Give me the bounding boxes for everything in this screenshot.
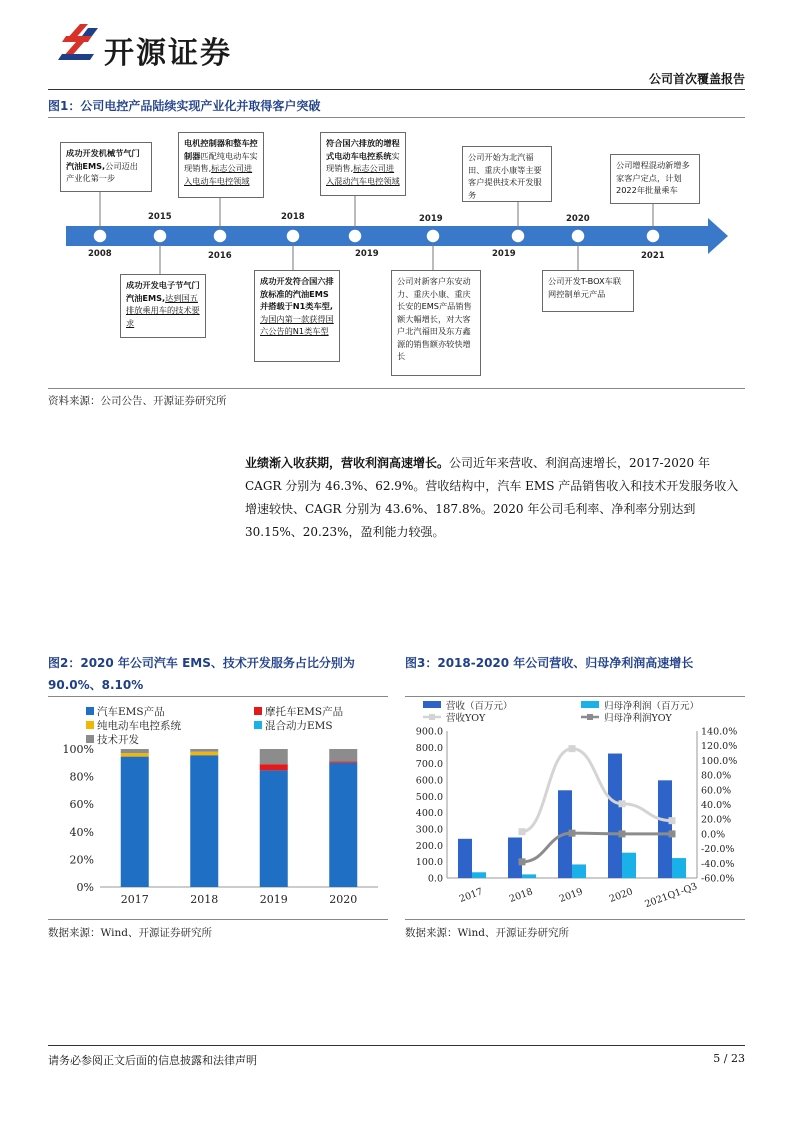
- series-line: [522, 749, 672, 832]
- timeline-node-2008: [93, 229, 107, 243]
- y-tick-label: 20%: [69, 853, 94, 867]
- timeline: [48, 118, 745, 386]
- legend-label: 技术开发: [97, 734, 139, 746]
- x-tick-label: 2018: [507, 886, 535, 905]
- legend-marker: [587, 714, 593, 720]
- box-text: 实现销售,: [326, 150, 400, 173]
- x-tick-label: 2018: [190, 893, 219, 906]
- x-tick-label: 2019: [259, 893, 288, 906]
- bar-segment: [329, 763, 357, 887]
- timeline-node-2019c: [511, 229, 525, 243]
- figure3-bottom-rule: [405, 919, 745, 920]
- x-tick-label: 2017: [457, 886, 485, 905]
- bar-segment: [190, 752, 218, 755]
- legend-label: 纯电动车电控系统: [97, 720, 181, 732]
- legend-swatch: [254, 721, 262, 729]
- y-tick-label: 800.0: [415, 742, 443, 754]
- timeline-node-2020: [571, 229, 585, 243]
- line-point: [569, 745, 576, 752]
- bar: [672, 858, 686, 878]
- timeline-node-2018: [286, 229, 300, 243]
- x-tick-label: 2017: [120, 893, 149, 906]
- y-tick-label: 80%: [69, 770, 94, 784]
- footer-divider: [48, 1045, 745, 1046]
- y2-tick-label: 140.0%: [701, 726, 738, 738]
- x-tick-label: 2020: [607, 886, 635, 905]
- x-tick-label: 2021Q1-Q3: [643, 881, 699, 911]
- legend-swatch: [86, 721, 94, 729]
- y2-tick-label: -20.0%: [701, 844, 735, 856]
- bar-segment: [121, 757, 149, 887]
- legend-swatch: [86, 707, 94, 715]
- line-point: [619, 800, 626, 807]
- y2-tick-label: -60.0%: [701, 873, 735, 885]
- line-point: [519, 828, 526, 835]
- y2-tick-label: -40.0%: [701, 858, 735, 870]
- timeline-box-2018: [254, 270, 340, 362]
- year-label: 2021: [641, 251, 665, 261]
- line-point: [569, 830, 576, 837]
- y-tick-label: 300.0: [415, 824, 443, 836]
- box-bold: 成功开发符合国六排放标准的汽油EMS并搭载于N1类车型,: [260, 276, 334, 311]
- bar: [622, 853, 636, 878]
- box-text: 公司对新客户东安动力、重庆小康、重庆长安的EMS产品销售额大幅增长，对大客户北汽福田及东方鑫源的销售额亦较快增长: [397, 276, 472, 361]
- y2-tick-label: 0.0%: [701, 829, 726, 841]
- paragraph-body: 公司近年来营收、利润高速增长，2017-2020 年 CAGR 分别为 46.3%、62.9%。营收结构中，汽车 EMS 产品销售收入和技术开发服务收入增速较快、CAGR 分别为 43.6%、187.8%。2020 年公司毛利率、净利率分别达到 30.15%、20.23%，盈利能力较强。: [245, 456, 739, 539]
- y-tick-label: 40%: [69, 825, 94, 839]
- page-number: 5 / 23: [713, 1052, 745, 1065]
- box-text: 公司开发T-BOX车联网控制单元产品: [548, 276, 622, 299]
- paragraph-lead: 业绩渐入收获期，营收利润高速增长。: [245, 456, 450, 470]
- legend-label: 归母净利润（百万元）: [604, 701, 700, 712]
- y2-tick-label: 80.0%: [701, 770, 732, 782]
- y2-tick-label: 40.0%: [701, 800, 732, 811]
- figure3-title: 图3：2018-2020 年公司营收、归母净利润高速增长: [405, 656, 694, 670]
- figure2-source: 数据来源：Wind、开源证券研究所: [48, 927, 212, 939]
- y-tick-label: 0%: [76, 881, 94, 894]
- y-tick-label: 200.0: [415, 840, 443, 852]
- box-underline: 达到国五排放乘用车的技术要求: [126, 292, 200, 328]
- legend-marker: [429, 714, 435, 720]
- legend-swatch: [423, 701, 441, 708]
- bar-segment: [260, 764, 288, 770]
- bar: [458, 839, 472, 878]
- timeline-box-2019b: [391, 270, 481, 376]
- legend-swatch: [254, 707, 262, 715]
- box-text: 公司增程混动新增多家客户定点，计划2022年批量乘车: [616, 160, 690, 195]
- timeline-box-2021: [610, 154, 700, 204]
- timeline-node-2021: [646, 229, 660, 243]
- y2-tick-label: 100.0%: [701, 755, 738, 767]
- year-label: 2016: [208, 251, 232, 261]
- timeline-box-2019c: [462, 146, 552, 202]
- x-tick-label: 2020: [329, 893, 358, 906]
- bar-segment: [121, 753, 149, 756]
- y-tick-label: 700.0: [415, 759, 443, 771]
- y2-tick-label: 120.0%: [701, 741, 738, 753]
- bar-segment: [260, 749, 288, 764]
- year-label: 2019: [355, 249, 379, 259]
- box-underline: 为国内第一款获得国六公告的N1类车型: [260, 313, 334, 336]
- box-text: 公司开始为北汽福田、重庆小康等主要客户提供技术开发服务: [468, 152, 542, 200]
- bar-segment: [329, 762, 357, 763]
- y-tick-label: 60%: [69, 798, 94, 812]
- year-label: 2020: [566, 214, 590, 224]
- legend-swatch: [86, 735, 94, 743]
- legend-label: 营收YOY: [446, 713, 486, 724]
- y2-tick-label: 20.0%: [701, 814, 732, 826]
- box-text: 匹配纯电动车实现销售,: [184, 150, 258, 173]
- box-bold: 成功开发机械节气门汽油EMS,: [66, 148, 140, 171]
- timeline-node-2016: [213, 229, 227, 243]
- y-tick-label: 500.0: [415, 791, 443, 803]
- year-label: 2018: [281, 212, 305, 222]
- bar: [472, 872, 486, 878]
- timeline-node-2019b: [426, 229, 440, 243]
- legend-label: 混合动力EMS: [265, 720, 333, 732]
- year-label: 2019: [492, 249, 516, 259]
- timeline-node-2015: [153, 229, 167, 243]
- box-bold: 电机控制器和整车控制器: [184, 138, 258, 161]
- y-tick-label: 600.0: [415, 775, 443, 787]
- y-tick-label: 400.0: [415, 808, 443, 820]
- timeline-box-2008: [60, 142, 152, 192]
- timeline-box-2019a: [320, 132, 406, 196]
- body-paragraph: [245, 452, 745, 544]
- bar: [572, 864, 586, 878]
- logo: [58, 22, 104, 68]
- figure3-chart: [405, 697, 745, 919]
- figure3-source: 数据来源：Wind、开源证券研究所: [405, 927, 569, 939]
- line-point: [669, 830, 676, 837]
- legend-label: 摩托车EMS产品: [265, 706, 344, 718]
- bar-segment: [260, 770, 288, 887]
- box-bold: 符合国六排放的增程式电动车电控系统: [326, 138, 400, 161]
- year-label: 2008: [88, 249, 112, 259]
- legend-label: 营收（百万元）: [446, 701, 513, 712]
- year-label: 2019: [419, 214, 443, 224]
- series-line: [522, 833, 672, 862]
- legend-swatch: [581, 701, 599, 708]
- legend-label: 汽车EMS产品: [97, 706, 165, 718]
- timeline-box-2016: [178, 132, 264, 198]
- x-tick-label: 2019: [557, 886, 585, 905]
- bar: [508, 837, 522, 878]
- y-tick-label: 100.0: [415, 857, 443, 869]
- y2-tick-label: 60.0%: [701, 785, 732, 797]
- bar: [658, 780, 672, 878]
- timeline-node-2019a: [348, 229, 362, 243]
- line-point: [669, 817, 676, 824]
- bar: [522, 874, 536, 878]
- timeline-box-2020: [542, 270, 634, 312]
- timeline-box-2015: [120, 274, 206, 338]
- y-tick-label: 0.0: [427, 873, 443, 885]
- box-underline: 标志公司进入混动汽车电控领域: [326, 163, 400, 186]
- bar: [608, 754, 622, 878]
- y-tick-label: 900.0: [415, 726, 443, 738]
- box-underline: 标志公司进入电动车电控领域: [184, 163, 253, 186]
- figure2-chart: [48, 697, 388, 919]
- bar-segment: [121, 749, 149, 753]
- line-point: [519, 858, 526, 865]
- figure1-source: 资料来源：公司公告、开源证券研究所: [48, 395, 227, 407]
- logo-mark-icon: [58, 22, 104, 68]
- header-divider: [48, 89, 745, 90]
- report-type: 公司首次覆盖报告: [648, 72, 745, 86]
- footer-disclaimer: 请务必参阅正文后面的信息披露和法律声明: [48, 1054, 257, 1067]
- figure1-title: 图1：公司电控产品陆续实现产业化并取得客户突破: [48, 99, 321, 113]
- figure2-bottom-rule: [48, 919, 388, 920]
- box-bold: 成功开发电子节气门汽油EMS,: [126, 280, 200, 303]
- figure2-title: 图2：2020 年公司汽车 EMS、技术开发服务占比分别为 90.0%、8.10%: [48, 656, 355, 692]
- logo-text: 开源证券: [104, 36, 232, 71]
- bar-segment: [190, 755, 218, 887]
- figure1-bottom-rule: [48, 388, 745, 389]
- bar-segment: [190, 749, 218, 752]
- bar-segment: [329, 749, 357, 762]
- y-tick-label: 100%: [62, 743, 94, 756]
- box-text: 公司迈出产业化第一步: [66, 160, 138, 183]
- year-label: 2015: [148, 212, 172, 222]
- legend-label: 归母净利润YOY: [604, 713, 672, 724]
- line-point: [619, 830, 626, 837]
